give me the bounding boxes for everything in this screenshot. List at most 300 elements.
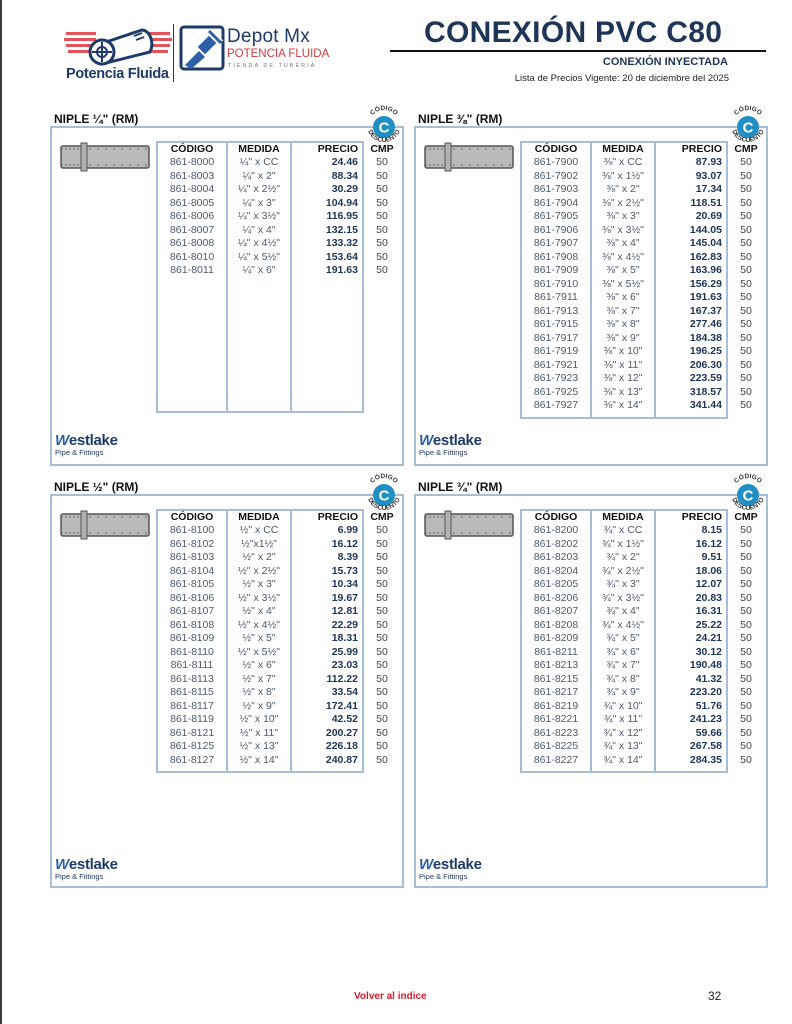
product-size: ¾" x 3½" bbox=[591, 592, 655, 606]
product-size: ¾" x 4" bbox=[591, 605, 655, 619]
table-row[interactable] bbox=[157, 713, 401, 727]
product-code: 861-8213 bbox=[521, 659, 591, 673]
product-price: 226.18 bbox=[291, 740, 363, 754]
table-row[interactable] bbox=[521, 264, 765, 278]
product-size: ¾" x 7" bbox=[591, 659, 655, 673]
table-filler-cell bbox=[227, 767, 291, 772]
column-header-code: CÓDIGO bbox=[521, 142, 591, 156]
product-price: 59.66 bbox=[655, 727, 727, 741]
product-size: ⅜" x 3" bbox=[591, 210, 655, 224]
table-row[interactable] bbox=[521, 632, 765, 646]
product-code: 861-8106 bbox=[157, 592, 227, 606]
section-title: NIPLE ¼" (RM) bbox=[54, 112, 139, 126]
product-cmp: 50 bbox=[740, 183, 752, 195]
product-cmp: 50 bbox=[376, 618, 388, 631]
table-row[interactable] bbox=[157, 632, 401, 646]
table-filler-cell bbox=[363, 278, 401, 413]
table-row[interactable] bbox=[521, 727, 765, 741]
product-price: 167.37 bbox=[655, 305, 727, 319]
product-code: 861-7911 bbox=[521, 291, 591, 305]
product-code: 861-7913 bbox=[521, 305, 591, 319]
table-row[interactable] bbox=[521, 578, 765, 592]
product-cmp: 50 bbox=[376, 605, 388, 617]
product-code: 861-8100 bbox=[157, 524, 227, 538]
table-header-row bbox=[521, 142, 765, 156]
product-size: ½" x 11" bbox=[227, 727, 291, 741]
page-number: 32 bbox=[708, 989, 722, 1003]
product-size: ¾" x 11" bbox=[591, 713, 655, 727]
westlake-rest: estlake bbox=[432, 432, 482, 449]
svg-text:C: C bbox=[378, 487, 390, 505]
table-row[interactable] bbox=[521, 237, 765, 251]
price-table bbox=[520, 141, 766, 419]
table-row[interactable] bbox=[157, 251, 401, 265]
product-size: ¼" x 4½" bbox=[227, 237, 291, 251]
column-header-price: PRECIO bbox=[291, 510, 363, 524]
table-row[interactable] bbox=[157, 170, 401, 184]
product-cmp: 50 bbox=[376, 659, 388, 671]
price-list-date: Lista de Precios Vigente: 20 de diciembre del 2025 bbox=[514, 73, 729, 84]
product-size: ⅜" x 9" bbox=[591, 332, 655, 346]
product-price: 240.87 bbox=[291, 754, 363, 768]
product-code: 861-8006 bbox=[157, 210, 227, 224]
table-row[interactable] bbox=[521, 197, 765, 211]
product-cmp: 50 bbox=[376, 699, 388, 712]
product-code: 861-8007 bbox=[157, 224, 227, 238]
product-code: 861-7908 bbox=[521, 251, 591, 265]
product-code: 861-8003 bbox=[157, 170, 227, 184]
table-row[interactable] bbox=[157, 565, 401, 579]
product-cmp: 50 bbox=[376, 726, 388, 739]
product-size: ¾" x 4½" bbox=[591, 619, 655, 633]
table-row[interactable] bbox=[521, 605, 765, 619]
product-cmp: 50 bbox=[740, 210, 752, 222]
page-title: CONEXIÓN PVC C80 bbox=[424, 16, 723, 49]
product-size: ¼" x 2" bbox=[227, 170, 291, 184]
product-size: ¾" x 2" bbox=[591, 551, 655, 565]
table-row[interactable] bbox=[157, 538, 401, 552]
product-cmp: 50 bbox=[740, 578, 752, 590]
table-row[interactable] bbox=[521, 740, 765, 754]
table-filler-cell bbox=[521, 413, 591, 418]
table-row[interactable] bbox=[521, 386, 765, 400]
svg-text:CÓDIGO: CÓDIGO bbox=[732, 472, 764, 485]
table-row[interactable] bbox=[157, 686, 401, 700]
product-code: 861-8008 bbox=[157, 237, 227, 251]
product-code: 861-8110 bbox=[157, 646, 227, 660]
svg-text:C: C bbox=[378, 119, 390, 137]
product-code: 861-8200 bbox=[521, 524, 591, 538]
table-row[interactable] bbox=[521, 713, 765, 727]
product-price: 23.03 bbox=[291, 659, 363, 673]
product-cmp: 50 bbox=[740, 385, 752, 398]
table-row[interactable] bbox=[521, 305, 765, 319]
potencia-fluida-text: Potencia Fluida bbox=[66, 66, 169, 82]
product-cmp: 50 bbox=[376, 183, 388, 195]
product-size: ½" x 3½" bbox=[227, 592, 291, 606]
product-price: 8.15 bbox=[655, 524, 727, 538]
product-size: ½" x 3" bbox=[227, 578, 291, 592]
table-row[interactable] bbox=[157, 619, 401, 633]
product-price: 12.07 bbox=[655, 578, 727, 592]
product-cmp: 50 bbox=[376, 196, 388, 209]
product-cmp: 50 bbox=[740, 250, 752, 263]
table-row[interactable] bbox=[521, 156, 765, 170]
product-price: 145.04 bbox=[655, 237, 727, 251]
westlake-subtitle: Pipe & Fittings bbox=[55, 872, 104, 881]
product-size: ¾" x 13" bbox=[591, 740, 655, 754]
table-filler-cell bbox=[727, 767, 765, 772]
product-size: ¾" x CC bbox=[591, 524, 655, 538]
table-row[interactable] bbox=[521, 291, 765, 305]
product-size: ½" x 2½" bbox=[227, 565, 291, 579]
table-row[interactable] bbox=[157, 673, 401, 687]
table-row[interactable] bbox=[521, 524, 765, 538]
product-size: ¾" x 9" bbox=[591, 686, 655, 700]
product-cmp: 50 bbox=[740, 264, 752, 276]
product-size: ⅜" x 5" bbox=[591, 264, 655, 278]
section-title: NIPLE ¾" (RM) bbox=[418, 480, 503, 494]
depot-mx-tagline: TIENDA DE TUBERIA bbox=[228, 63, 317, 69]
column-header-cmp: CMP bbox=[370, 510, 394, 523]
product-price: 6.99 bbox=[291, 524, 363, 538]
product-cmp: 50 bbox=[376, 210, 388, 222]
table-filler-cell bbox=[157, 278, 227, 413]
table-row[interactable] bbox=[521, 700, 765, 714]
product-code: 861-8010 bbox=[157, 251, 227, 265]
westlake-initial: W bbox=[55, 432, 69, 449]
table-row[interactable] bbox=[521, 686, 765, 700]
product-size: ¼" x 5½" bbox=[227, 251, 291, 265]
product-size: ¾" x 10" bbox=[591, 700, 655, 714]
product-code: 861-8004 bbox=[157, 183, 227, 197]
product-cmp: 50 bbox=[740, 740, 752, 752]
product-cmp: 50 bbox=[740, 699, 752, 712]
section-title: NIPLE ⅜" (RM) bbox=[418, 112, 503, 126]
table-row[interactable] bbox=[521, 278, 765, 292]
product-code: 861-7921 bbox=[521, 359, 591, 373]
table-row[interactable] bbox=[157, 592, 401, 606]
column-header-cmp: CMP bbox=[734, 510, 758, 523]
product-size: ½" x 6" bbox=[227, 659, 291, 673]
column-header-price: PRECIO bbox=[655, 142, 727, 156]
table-row[interactable] bbox=[157, 524, 401, 538]
table-row[interactable] bbox=[157, 578, 401, 592]
depot-mx-logo bbox=[179, 25, 339, 71]
table-row[interactable] bbox=[157, 740, 401, 754]
product-price: 153.64 bbox=[291, 251, 363, 265]
product-cmp: 50 bbox=[740, 156, 752, 168]
table-row[interactable] bbox=[521, 551, 765, 565]
product-cmp: 50 bbox=[376, 169, 388, 182]
product-price: 88.34 bbox=[291, 170, 363, 184]
table-filler-row bbox=[521, 413, 765, 418]
product-code: 861-8111 bbox=[157, 659, 227, 673]
table-row[interactable] bbox=[157, 197, 401, 211]
product-cmp: 50 bbox=[740, 524, 752, 536]
pipe-nipple-image bbox=[423, 140, 515, 179]
column-header-code: CÓDIGO bbox=[157, 510, 227, 524]
product-code: 861-8113 bbox=[157, 673, 227, 687]
table-row[interactable] bbox=[521, 646, 765, 660]
table-filler-row bbox=[521, 767, 765, 772]
product-size: ⅜" x 1½" bbox=[591, 170, 655, 184]
product-cmp: 50 bbox=[740, 399, 752, 411]
product-cmp: 50 bbox=[376, 713, 388, 725]
product-cmp: 50 bbox=[740, 591, 752, 604]
column-header-size: MEDIDA bbox=[591, 510, 655, 524]
product-price: 8.39 bbox=[291, 551, 363, 565]
table-row[interactable] bbox=[521, 170, 765, 184]
product-price: 118.51 bbox=[655, 197, 727, 211]
westlake-rest: estlake bbox=[68, 432, 118, 449]
westlake-logo bbox=[419, 857, 482, 881]
westlake-rest: estlake bbox=[68, 856, 118, 873]
svg-text:C: C bbox=[742, 487, 754, 505]
table-row[interactable] bbox=[521, 399, 765, 413]
table-row[interactable] bbox=[521, 345, 765, 359]
product-cmp: 50 bbox=[376, 740, 388, 752]
product-price: 41.32 bbox=[655, 673, 727, 687]
product-code: 861-8011 bbox=[157, 264, 227, 278]
product-code: 861-8005 bbox=[157, 197, 227, 211]
product-code: 861-7904 bbox=[521, 197, 591, 211]
product-code: 861-8202 bbox=[521, 538, 591, 552]
product-code: 861-8223 bbox=[521, 727, 591, 741]
product-price: 93.07 bbox=[655, 170, 727, 184]
table-row[interactable] bbox=[157, 224, 401, 238]
table-row[interactable] bbox=[157, 183, 401, 197]
product-size: ½" x CC bbox=[227, 524, 291, 538]
product-size: ¼" x 4" bbox=[227, 224, 291, 238]
table-filler-row bbox=[157, 278, 401, 413]
product-code: 861-7923 bbox=[521, 372, 591, 386]
product-code: 861-8205 bbox=[521, 578, 591, 592]
product-size: ⅜" x 14" bbox=[591, 399, 655, 413]
table-row[interactable] bbox=[521, 372, 765, 386]
product-size: ½" x 7" bbox=[227, 673, 291, 687]
product-size: ½" x 9" bbox=[227, 700, 291, 714]
product-size: ½"x1½" bbox=[227, 538, 291, 552]
product-code: 861-8117 bbox=[157, 700, 227, 714]
westlake-initial: W bbox=[55, 856, 69, 873]
product-price: 17.34 bbox=[655, 183, 727, 197]
product-code: 861-8207 bbox=[521, 605, 591, 619]
product-price: 223.59 bbox=[655, 372, 727, 386]
product-size: ¾" x 12" bbox=[591, 727, 655, 741]
table-filler-cell bbox=[157, 767, 227, 772]
product-cmp: 50 bbox=[740, 304, 752, 317]
product-size: ⅜" x 2" bbox=[591, 183, 655, 197]
table-row[interactable] bbox=[521, 332, 765, 346]
product-code: 861-8115 bbox=[157, 686, 227, 700]
product-code: 861-8108 bbox=[157, 619, 227, 633]
product-cmp: 50 bbox=[376, 156, 388, 168]
product-size: ½" x 5" bbox=[227, 632, 291, 646]
product-price: 16.12 bbox=[291, 538, 363, 552]
product-size: ½" x 4½" bbox=[227, 619, 291, 633]
product-price: 223.20 bbox=[655, 686, 727, 700]
product-code: 861-7919 bbox=[521, 345, 591, 359]
product-size: ⅜" x 4½" bbox=[591, 251, 655, 265]
depot-mx-name: Depot Mx bbox=[227, 26, 310, 47]
product-size: ¼" x CC bbox=[227, 156, 291, 170]
table-row[interactable] bbox=[521, 565, 765, 579]
table-row[interactable] bbox=[521, 619, 765, 633]
table-row[interactable] bbox=[157, 264, 401, 278]
table-row[interactable] bbox=[521, 318, 765, 332]
table-row[interactable] bbox=[157, 754, 401, 768]
svg-text:DESCUENTO: DESCUENTO bbox=[366, 496, 402, 513]
product-cmp: 50 bbox=[376, 564, 388, 577]
table-row[interactable] bbox=[157, 156, 401, 170]
potencia-fluida-logo bbox=[64, 22, 172, 84]
product-price: 191.63 bbox=[291, 264, 363, 278]
table-header-row bbox=[157, 142, 401, 156]
table-filler-cell bbox=[227, 278, 291, 413]
column-header-code: CÓDIGO bbox=[157, 142, 227, 156]
table-filler-cell bbox=[291, 278, 363, 413]
product-size: ¾" x 5" bbox=[591, 632, 655, 646]
product-price: 16.31 bbox=[655, 605, 727, 619]
product-price: 25.22 bbox=[655, 619, 727, 633]
product-cmp: 50 bbox=[740, 291, 752, 303]
back-to-index-link[interactable]: Volver al indice bbox=[354, 991, 427, 1002]
westlake-name bbox=[419, 857, 482, 872]
product-price: 25.99 bbox=[291, 646, 363, 660]
product-price: 33.54 bbox=[291, 686, 363, 700]
product-size: ⅜" x 5½" bbox=[591, 278, 655, 292]
product-size: ⅜" x 13" bbox=[591, 386, 655, 400]
product-code: 861-8221 bbox=[521, 713, 591, 727]
svg-text:DESCUENTO: DESCUENTO bbox=[730, 496, 766, 513]
product-code: 861-8104 bbox=[157, 565, 227, 579]
table-row[interactable] bbox=[521, 659, 765, 673]
product-cmp: 50 bbox=[376, 753, 388, 766]
product-size: ⅜" x 11" bbox=[591, 359, 655, 373]
product-code: 861-8206 bbox=[521, 592, 591, 606]
product-price: 20.83 bbox=[655, 592, 727, 606]
table-header-row bbox=[157, 510, 401, 524]
table-filler-cell bbox=[291, 767, 363, 772]
product-price: 162.83 bbox=[655, 251, 727, 265]
product-code: 861-7927 bbox=[521, 399, 591, 413]
product-code: 861-8125 bbox=[157, 740, 227, 754]
table-row[interactable] bbox=[157, 605, 401, 619]
table-row[interactable] bbox=[157, 646, 401, 660]
svg-text:DESCUENTO: DESCUENTO bbox=[366, 128, 402, 145]
product-price: 104.94 bbox=[291, 197, 363, 211]
depot-pipe-icon bbox=[179, 25, 225, 71]
table-filler-cell bbox=[363, 767, 401, 772]
westlake-rest: estlake bbox=[432, 856, 482, 873]
product-price: 200.27 bbox=[291, 727, 363, 741]
product-code: 861-7909 bbox=[521, 264, 591, 278]
product-code: 861-7910 bbox=[521, 278, 591, 292]
table-row[interactable] bbox=[157, 551, 401, 565]
product-price: 51.76 bbox=[655, 700, 727, 714]
product-price: 133.32 bbox=[291, 237, 363, 251]
product-size: ⅜" x 7" bbox=[591, 305, 655, 319]
product-size: ½" x 2" bbox=[227, 551, 291, 565]
product-size: ¾" x 8" bbox=[591, 673, 655, 687]
product-cmp: 50 bbox=[376, 223, 388, 236]
product-cmp: 50 bbox=[376, 645, 388, 658]
price-table bbox=[156, 141, 402, 413]
table-row[interactable] bbox=[521, 251, 765, 265]
product-price: 341.44 bbox=[655, 399, 727, 413]
column-header-size: MEDIDA bbox=[227, 142, 291, 156]
product-cmp: 50 bbox=[740, 564, 752, 577]
product-cmp: 50 bbox=[740, 358, 752, 371]
table-row[interactable] bbox=[521, 673, 765, 687]
product-cmp: 50 bbox=[376, 686, 388, 698]
product-cmp: 50 bbox=[740, 345, 752, 357]
product-cmp: 50 bbox=[740, 753, 752, 766]
product-cmp: 50 bbox=[376, 672, 388, 685]
product-code: 861-8215 bbox=[521, 673, 591, 687]
table-row[interactable] bbox=[521, 210, 765, 224]
table-row[interactable] bbox=[521, 538, 765, 552]
product-code: 861-8105 bbox=[157, 578, 227, 592]
westlake-subtitle: Pipe & Fittings bbox=[419, 872, 468, 881]
product-price: 24.46 bbox=[291, 156, 363, 170]
product-size: ¼" x 6" bbox=[227, 264, 291, 278]
product-code: 861-8219 bbox=[521, 700, 591, 714]
table-filler-cell bbox=[591, 413, 655, 418]
table-row[interactable] bbox=[521, 224, 765, 238]
svg-text:CÓDIGO: CÓDIGO bbox=[732, 104, 764, 117]
table-row[interactable] bbox=[157, 237, 401, 251]
product-code: 861-8208 bbox=[521, 619, 591, 633]
table-filler-cell bbox=[521, 767, 591, 772]
product-price: 24.21 bbox=[655, 632, 727, 646]
pipe-nipple-image bbox=[59, 508, 151, 547]
table-row[interactable] bbox=[521, 754, 765, 768]
table-filler-cell bbox=[727, 413, 765, 418]
table-row[interactable] bbox=[157, 700, 401, 714]
product-cmp: 50 bbox=[740, 537, 752, 550]
westlake-subtitle: Pipe & Fittings bbox=[419, 448, 468, 457]
table-row[interactable] bbox=[521, 359, 765, 373]
product-price: 241.23 bbox=[655, 713, 727, 727]
product-cmp: 50 bbox=[740, 196, 752, 209]
product-cmp: 50 bbox=[740, 605, 752, 617]
svg-text:CÓDIGO: CÓDIGO bbox=[368, 104, 400, 117]
table-row[interactable] bbox=[157, 210, 401, 224]
table-row[interactable] bbox=[157, 659, 401, 673]
product-size: ⅜" x 3½" bbox=[591, 224, 655, 238]
product-code: 861-8102 bbox=[157, 538, 227, 552]
product-cmp: 50 bbox=[376, 591, 388, 604]
product-code: 861-7903 bbox=[521, 183, 591, 197]
product-size: ⅜" x 4" bbox=[591, 237, 655, 251]
table-row[interactable] bbox=[157, 727, 401, 741]
product-price: 18.31 bbox=[291, 632, 363, 646]
table-row[interactable] bbox=[521, 592, 765, 606]
westlake-initial: W bbox=[419, 432, 433, 449]
price-table bbox=[520, 509, 766, 773]
product-price: 9.51 bbox=[655, 551, 727, 565]
product-cmp: 50 bbox=[740, 645, 752, 658]
product-price: 116.95 bbox=[291, 210, 363, 224]
product-code: 861-8119 bbox=[157, 713, 227, 727]
svg-text:C: C bbox=[742, 119, 754, 137]
product-price: 16.12 bbox=[655, 538, 727, 552]
table-row[interactable] bbox=[521, 183, 765, 197]
product-code: 861-7905 bbox=[521, 210, 591, 224]
product-code: 861-8000 bbox=[157, 156, 227, 170]
